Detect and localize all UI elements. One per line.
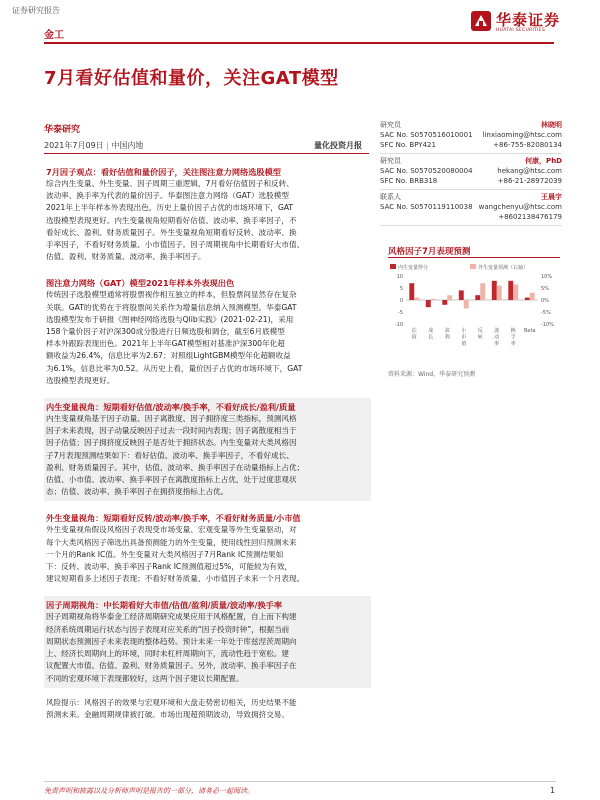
bar-endogenous — [459, 290, 464, 300]
body-line: 一个月的Rank IC值。外生变量对大类风格因子7月Rank IC预测结果如 — [46, 549, 284, 559]
analyst-phone: +86-21-28972039 — [497, 177, 562, 185]
analyst-sfc: SFC No. BPY421 — [380, 141, 436, 149]
category-label: Beta — [523, 328, 536, 334]
body-line: 158个量价因子对沪深300成分股进行日频选股和调仓，截至6月底模型 — [46, 327, 285, 337]
bar-endogenous — [442, 300, 447, 305]
bar-endogenous — [426, 300, 431, 307]
analyst-phone: +86-755-82080134 — [493, 141, 562, 149]
body-line: 内生变量视角基于因子动量、因子离散度、因子拥挤度三类指标，预测风格 — [46, 414, 297, 424]
body-line: 关联。GAT的优势在于将股票间关系作为增量信息纳入预测模型。华泰GAT — [46, 302, 297, 312]
category-label: 市 — [461, 334, 467, 341]
analyst-card — [380, 118, 562, 154]
chart-title: 风格因子7月表现预测 — [388, 247, 471, 257]
footer-divider — [44, 781, 556, 782]
company-logo — [470, 6, 590, 42]
body-line: 外生变量视角假设风格因子表现受市场变量、宏观变量等外生变量驱动，对 — [46, 525, 297, 535]
body-line: 每个大类风格因子筛选出具备预测能力的外生变量，使用线性回归预测未来 — [46, 537, 297, 547]
category-label: 值 — [461, 341, 467, 347]
report-date: 2021年7月09日 | 中国内地 — [44, 141, 144, 150]
analyst-panel — [380, 118, 562, 226]
body-line: 因子未来表现，因子动量反映因子过去一段时间内表现；因子离散度相当于 — [46, 426, 297, 436]
category-label: 手 — [510, 334, 516, 341]
legend-label: 内生变量得分 — [398, 265, 429, 271]
body-section — [44, 274, 371, 390]
body-section — [44, 163, 371, 266]
section-heading: 因子周期视角：中长期看好大市值/估值/盈利/质量/波动率/换手率 — [46, 600, 283, 611]
body-section — [44, 596, 371, 687]
analyst-email[interactable]: linxiaoming@htsc.com — [482, 131, 562, 139]
body-line: 传统因子选股模型通常将股票视作相互独立的样本，但股票间显然存在复杂 — [46, 290, 297, 300]
right-axis-tick: 5% — [541, 286, 549, 292]
body-line: 选股模型表现更好。内生变量视角短期看好估值、波动率、换手率因子，不 — [46, 215, 297, 225]
source-label: 华泰研究 — [44, 125, 81, 135]
analyst-sac: SAC No. S0570516010001 — [380, 131, 473, 139]
bar-exogenous — [447, 295, 452, 300]
bar-endogenous — [492, 281, 497, 300]
bar-exogenous — [480, 283, 485, 300]
body-line: 周期状态预测因子未来表现的整体趋势。预计未来一年处于库兹涅茨周期向 — [46, 636, 297, 646]
body-section — [44, 509, 371, 588]
body-line: 样本外跟踪表现出色。2021年上半年GAT模型相对基准沪深300年化超 — [46, 339, 285, 349]
body-line: 综合内生变量、外生变量、因子周期三重逻辑，7月看好估值因子和反转、 — [46, 179, 294, 188]
body-line: 因子周期视角将华泰金工经济周期研究成果应用于风格配置，自上而下构建 — [46, 612, 297, 622]
body-line: 看好成长、盈利、财务质量因子。外生变量视角短期看好反转、波动率、换 — [46, 227, 297, 237]
analyst-name: 王晨宇 — [541, 193, 562, 201]
body-line: 不同的宏观环境下表现都较好，这两个因子建议长期配置。 — [46, 673, 244, 683]
logo-name: 华泰证券 — [496, 11, 561, 29]
footer-disclaimer: 免责声明和披露以及分析师声明是报告的一部分，请务必一起阅读。 — [44, 787, 254, 795]
left-axis-tick: -5 — [398, 310, 403, 316]
bar-exogenous — [497, 286, 502, 300]
body-line: 波动率、换手率为代表的量价因子。华泰图注意力网络（GAT）选股模型 — [46, 191, 289, 201]
analyst-email[interactable]: hekang@htsc.com — [497, 167, 562, 175]
body-line: 上、经济长周期向上的环境，同时未杠杆周期向下，流动性趋于宽松。建 — [46, 649, 289, 659]
section-heading: 图注意力网络（GAT）模型2021年样本外表现出色 — [46, 278, 235, 289]
header-divider — [44, 42, 554, 44]
left-axis-tick: 10 — [396, 274, 403, 280]
page-number: 1 — [550, 786, 556, 795]
category-label: 率 — [510, 341, 516, 347]
body-line: 估值、盈利、财务质量、波动率、换手率因子。 — [46, 252, 206, 262]
left-axis-tick: 0 — [399, 298, 403, 304]
category-label: 盈 — [444, 328, 450, 334]
legend-label: 外生变量预测（右轴） — [478, 265, 529, 271]
category-label: 值 — [411, 334, 417, 341]
date-value: 2021年7月09日 — [44, 141, 104, 150]
body-line: 态；估值、波动率、换手率因子在拥挤度指标上占优。 — [46, 487, 229, 497]
body-line: 2021年上半年样本外表现出色，历史上量价因子占优的市场环境下，GAT — [46, 203, 294, 213]
analyst-role: 研究员 — [380, 157, 401, 165]
analyst-email[interactable]: wangchenyu@htsc.com — [478, 203, 562, 211]
analyst-card — [380, 154, 562, 190]
bar-endogenous — [475, 295, 480, 300]
category-label: 转 — [477, 334, 483, 341]
bar-endogenous — [409, 283, 414, 300]
factor-forecast-chart — [388, 262, 560, 360]
category-label: 换 — [510, 328, 516, 334]
category-label: 反 — [477, 328, 483, 334]
analyst-sac: SAC No. S0570119110038 — [380, 203, 473, 211]
body-line: 额收益为26.4%，信息比率为2.67；对照组LightGBM模型年化超额收益 — [46, 351, 291, 361]
bar-exogenous — [530, 293, 535, 300]
body-section — [44, 398, 371, 501]
body-section — [44, 694, 371, 724]
body-line: 建议短期看多上述因子表现；不看好财务质量、小市值因子未来一个月表现。 — [46, 574, 305, 584]
category-label: 率 — [494, 341, 500, 347]
report-title: 7月看好估值和量价，关注GAT模型 — [44, 68, 339, 89]
category-label: 利 — [444, 334, 450, 341]
body-line: 因子估值；因子拥挤度反映因子是否处于拥挤状态。内生变量对大类风格因 — [46, 438, 297, 448]
category-label: 长 — [428, 334, 434, 341]
left-axis-tick: -10 — [394, 322, 403, 328]
huatai-logo-icon — [470, 10, 492, 32]
body-line: 为6.1%，信息比率为0.52。从历史上看，量价因子占优的市场环境下，GAT — [46, 363, 303, 373]
chart-source: 资料来源：Wind，华泰研究预测 — [388, 371, 476, 378]
logo-en: HUATAI SECURITIES — [496, 28, 546, 33]
right-axis-tick: -10% — [541, 322, 554, 328]
right-axis-tick: -5% — [541, 310, 551, 316]
sector-label: 金工 — [44, 30, 64, 41]
body-line: 预测未来。金融周期规律被打破。市场出现超预期波动，导致拥挤交易。 — [46, 709, 289, 719]
analyst-role: 研究员 — [380, 121, 401, 129]
meta-divider — [44, 153, 369, 154]
bar-exogenous — [513, 284, 518, 300]
body-line: 子7月表现预测结果如下：看好估值、波动率、换手率因子，不看好成长、 — [46, 450, 294, 460]
chart-title-divider — [388, 257, 560, 258]
bar-exogenous — [464, 300, 469, 308]
analyst-sac: SAC No. S0570520080004 — [380, 167, 473, 175]
analyst-name: 何康，PhD — [525, 157, 562, 165]
analyst-phone: +8602138476179 — [498, 213, 562, 221]
main-body — [44, 163, 371, 732]
report-kind: 量化投资月报 — [314, 141, 362, 150]
category-label: 成 — [428, 328, 434, 334]
bar-exogenous — [414, 298, 419, 300]
body-line: 下：反转、波动率、换手率因子Rank IC预测值超过5%，可能较为有效， — [46, 562, 293, 572]
left-axis-tick: 5 — [399, 286, 403, 292]
section-heading: 外生变量视角：短期看好反转/波动率/换手率，不看好财务质量/小市值 — [46, 513, 301, 524]
body-line: 手率因子，不看好财务质量、小市值因子。因子周期视角中长期看好大市值、 — [46, 240, 305, 250]
analyst-sfc: SFC No. BRB318 — [380, 177, 438, 185]
section-heading: 内生变量视角：短期看好估值/波动率/换手率，不看好成长/盈利/质量 — [46, 402, 296, 413]
category-label: 估 — [411, 328, 417, 334]
body-line: 估值、小市值、波动率、换手率因子在离散度指标上占优，处于过度悲观状 — [46, 475, 297, 485]
bar-endogenous — [508, 281, 513, 300]
body-line: 选股模型发布于研报《图神经网络选股与Qlib实践》(2021-02-21)，采用 — [46, 314, 294, 324]
analyst-name: 林晓明 — [541, 121, 562, 129]
legend-swatch — [390, 264, 396, 269]
right-axis-tick: 0% — [541, 298, 549, 304]
category-label: 动 — [494, 334, 500, 341]
right-axis-tick: 10% — [541, 274, 553, 280]
bar-exogenous — [431, 299, 436, 300]
region-value: 中国内地 — [111, 141, 144, 150]
body-line: 风险提示：风格因子的效果与宏观环境和大盘走势密切相关，历史结果不能 — [46, 697, 297, 707]
body-line: 盈利、财务质量因子。其中，估值、波动率、换手率因子在动量指标上占优； — [46, 462, 305, 472]
bar-endogenous — [525, 298, 530, 300]
section-heading: 7月因子观点：看好估值和量价因子，关注图注意力网络选股模型 — [46, 167, 281, 177]
body-line: 选股模型表现更好。 — [46, 375, 115, 385]
body-line: 议配置大市值、估值、盈利、财务质量因子。另外，波动率、换手率因子在 — [46, 661, 297, 671]
category-label: 小 — [461, 328, 467, 334]
chart-area — [388, 262, 560, 360]
analyst-role: 联系人 — [380, 193, 401, 201]
analyst-card — [380, 190, 562, 226]
body-line: 经济系统周期运行状态与因子表现对应关系的“因子投资时钟”，根据当前 — [46, 624, 290, 634]
legend-swatch — [470, 264, 476, 269]
report-type-label: 证券研究报告 — [12, 6, 60, 15]
category-label: 波 — [494, 328, 500, 334]
